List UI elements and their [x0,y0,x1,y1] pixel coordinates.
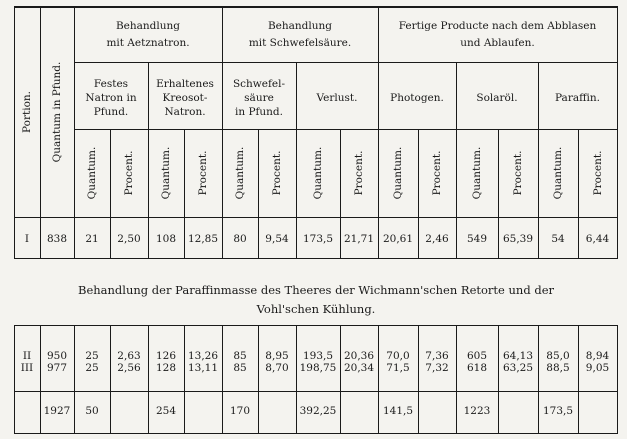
row1-photogen-p: 2,46 [425,233,449,245]
rule-totals-top [14,391,618,392]
row3-schwefel-p: 8,70 [265,362,289,374]
header-quantity-pfund: Quantum in Pfund. [51,61,63,163]
row2-paraffin-q: 85,0 [546,350,570,362]
row2-photogen-q: 70,0 [386,350,410,362]
vline-low-3 [110,325,111,434]
header-procent-3: Procent. [271,150,283,196]
row2-portion: II [22,350,32,362]
row2-natron-p: 2,63 [117,350,141,362]
vline-low-5 [184,325,185,434]
row2-quantity: 950 [46,350,68,362]
vline-left-upper [14,6,15,258]
vline-low-2 [74,325,75,434]
vline-low-1 [40,325,41,434]
vline-low-12 [456,325,457,434]
sub-kreosot-1: Erhaltenes [156,78,214,90]
header-quantum-1: Quantum. [86,146,98,200]
row2-paraffin-p: 8,94 [585,350,610,362]
row1-verlust-p: 21,71 [343,233,375,245]
group-products-line2: und Ablaufen. [460,37,535,49]
rule-row1-bottom [14,258,618,259]
row2-solaroel-p: 64,13 [502,350,534,362]
header-quantum-6: Quantum. [471,146,483,200]
row2-kreosot-q: 126 [155,350,177,362]
vline-right-upper [617,6,618,258]
sub-kreosot-2: Kreosot- [162,92,208,104]
total-natron: 50 [85,405,99,417]
row1-portion: I [24,233,30,245]
sub-schwefelsaeure-2: säure [244,92,274,104]
sub-verlust: Verlust. [316,92,358,104]
row3-verlust-p: 20,34 [343,362,375,374]
vline-low-9 [340,325,341,434]
vline-low-6 [222,325,223,434]
rule-sub-headers [74,129,618,130]
row2-solaroel-q: 605 [466,350,488,362]
header-procent-5: Procent. [431,150,443,196]
group-natron-line2: mit Aetznatron. [106,37,190,49]
row1-quantity: 838 [46,233,68,245]
row3-photogen-p: 7,32 [425,362,449,374]
sub-festes-natron-1: Festes [93,78,129,90]
total-quantity: 1927 [43,405,71,417]
row3-quantity: 977 [46,362,68,374]
row1-paraffin-p: 6,44 [585,233,610,245]
header-procent-6: Procent. [512,150,524,196]
total-kreosot: 254 [155,405,177,417]
row2-verlust-q: 193,5 [302,350,334,362]
row2-kreosot-p: 13,26 [187,350,219,362]
total-schwefel: 170 [229,405,251,417]
vline-left-lower [14,325,15,434]
row3-natron-p: 2,56 [117,362,141,374]
row3-paraffin-p: 9,05 [585,362,610,374]
row1-kreosot-p: 12,85 [187,233,219,245]
row3-portion: III [20,362,34,374]
sub-photogen: Photogen. [390,92,444,104]
header-quantum-4: Quantum. [312,146,324,200]
sub-schwefelsaeure-1: Schwefel- [232,78,286,90]
row2-photogen-p: 7,36 [425,350,449,362]
total-photogen: 141,5 [382,405,414,417]
row3-paraffin-q: 88,5 [546,362,570,374]
section-title-line1: Behandlung der Paraffinmasse des Theeres der Wichmann'schen Retorte und der [78,283,554,297]
sub-solaroel: Solaröl. [476,92,518,104]
sub-festes-natron-3: Pfund. [93,106,129,118]
group-schwefel-line1: Behandlung [267,20,333,32]
vline-low-7 [258,325,259,434]
rule-bottom [14,433,618,434]
row1-paraffin-q: 54 [551,233,565,245]
group-natron-line1: Behandlung [115,20,181,32]
row3-photogen-q: 71,5 [386,362,410,374]
row1-solaroel-p: 65,39 [502,233,534,245]
vline-right-lower [617,325,618,434]
sub-schwefelsaeure-3: in Pfund. [235,106,283,118]
row2-verlust-p: 20,36 [343,350,375,362]
vline-low-14 [538,325,539,434]
rule-header-bottom [14,217,618,218]
vline-low-13 [498,325,499,434]
row1-solaroel-q: 549 [466,233,488,245]
row1-verlust-q: 173,5 [302,233,334,245]
row1-natron-q: 21 [85,233,99,245]
header-quantum-2: Quantum. [160,146,172,200]
row3-solaroel-p: 63,25 [502,362,534,374]
row3-solaroel-q: 618 [466,362,488,374]
row3-natron-q: 25 [85,362,99,374]
total-verlust: 392,25 [299,405,337,417]
group-schwefel-line2: mit Schwefelsäure. [248,37,352,49]
rule-section-bottom [14,325,618,326]
sub-paraffin: Paraffin. [554,92,601,104]
row2-schwefel-p: 8,95 [265,350,289,362]
header-procent-1: Procent. [123,150,135,196]
vline-low-15 [578,325,579,434]
total-solaroel: 1223 [463,405,491,417]
header-portion: Portion. [21,91,33,133]
total-paraffin: 173,5 [542,405,574,417]
row1-natron-p: 2,50 [117,233,141,245]
vline-col1 [40,6,41,258]
row1-schwefel-q: 80 [233,233,247,245]
vline-low-4 [148,325,149,434]
row3-kreosot-p: 13,11 [187,362,219,374]
vline-low-11 [418,325,419,434]
section-title-line2: Vohl'schen Kühlung. [256,302,376,316]
header-procent-2: Procent. [197,150,209,196]
rule-top [14,6,618,8]
row1-photogen-q: 20,61 [382,233,414,245]
header-quantum-3: Quantum. [234,146,246,200]
row3-verlust-q: 198,75 [299,362,337,374]
header-quantum-7: Quantum. [552,146,564,200]
row2-schwefel-q: 85 [233,350,247,362]
row3-schwefel-q: 85 [233,362,247,374]
header-procent-7: Procent. [592,150,604,196]
vline-low-8 [296,325,297,434]
row1-schwefel-p: 9,54 [265,233,289,245]
header-quantum-5: Quantum. [392,146,404,200]
vline-low-10 [378,325,379,434]
rule-group-headers [74,62,618,63]
sub-kreosot-3: Natron. [164,106,206,118]
row3-kreosot-q: 128 [155,362,177,374]
header-procent-4: Procent. [353,150,365,196]
sub-festes-natron-2: Natron in [85,92,137,104]
row1-kreosot-q: 108 [155,233,177,245]
group-products-line1: Fertige Producte nach dem Abblasen [398,20,597,32]
row2-natron-q: 25 [85,350,99,362]
